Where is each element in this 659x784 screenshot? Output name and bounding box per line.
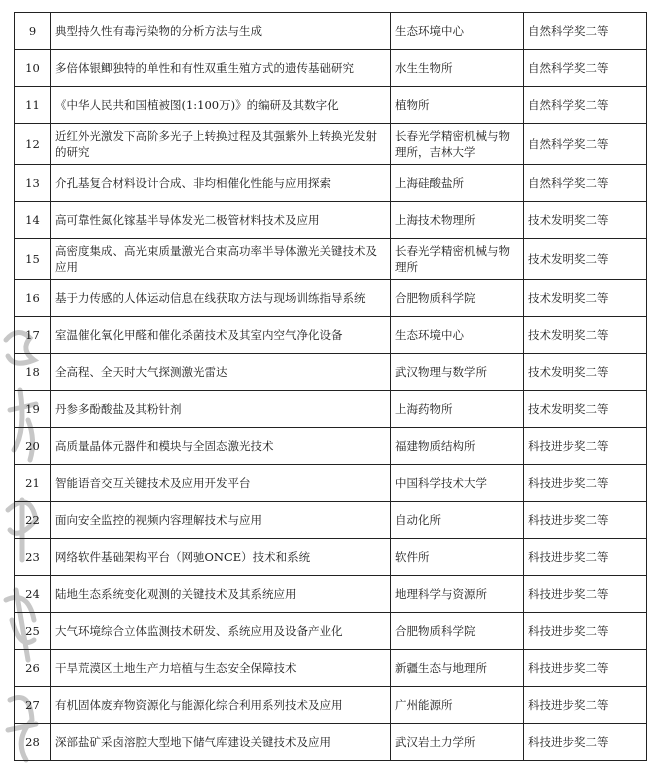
institution: 广州能源所 <box>391 687 524 724</box>
row-number: 28 <box>15 724 51 761</box>
project-title: 深部盐矿采卤溶腔大型地下储气库建设关键技术及应用 <box>51 724 391 761</box>
table-row <box>15 124 647 165</box>
institution: 生态环境中心 <box>391 317 524 354</box>
award-level: 科技进步奖二等 <box>524 576 647 613</box>
institution: 植物所 <box>391 87 524 124</box>
award-level: 自然科学奖二等 <box>524 13 647 50</box>
institution: 水生生物所 <box>391 50 524 87</box>
awards-table-body <box>15 13 647 761</box>
table-row <box>15 613 647 650</box>
project-title: 网络软件基础架构平台（网驰ONCE）技术和系统 <box>51 539 391 576</box>
table-row <box>15 428 647 465</box>
table-row <box>15 687 647 724</box>
award-level: 技术发明奖二等 <box>524 239 647 280</box>
row-number: 14 <box>15 202 51 239</box>
award-level: 科技进步奖二等 <box>524 687 647 724</box>
table-row <box>15 50 647 87</box>
project-title: 多倍体银鲫独特的单性和有性双重生殖方式的遗传基础研究 <box>51 50 391 87</box>
project-title: 介孔基复合材料设计合成、非均相催化性能与应用探索 <box>51 165 391 202</box>
award-level: 技术发明奖二等 <box>524 391 647 428</box>
table-row <box>15 502 647 539</box>
project-title: 陆地生态系统变化观测的关键技术及其系统应用 <box>51 576 391 613</box>
award-level: 科技进步奖二等 <box>524 465 647 502</box>
row-number: 12 <box>15 124 51 165</box>
award-level: 科技进步奖二等 <box>524 650 647 687</box>
institution: 自动化所 <box>391 502 524 539</box>
row-number: 15 <box>15 239 51 280</box>
project-title: 室温催化氧化甲醛和催化杀菌技术及其室内空气净化设备 <box>51 317 391 354</box>
row-number: 18 <box>15 354 51 391</box>
row-number: 13 <box>15 165 51 202</box>
table-row <box>15 465 647 502</box>
award-level: 自然科学奖二等 <box>524 124 647 165</box>
institution: 合肥物质科学院 <box>391 280 524 317</box>
project-title: 典型持久性有毒污染物的分析方法与生成 <box>51 13 391 50</box>
row-number: 16 <box>15 280 51 317</box>
project-title: 高可靠性氮化镓基半导体发光二极管材料技术及应用 <box>51 202 391 239</box>
table-row <box>15 576 647 613</box>
institution: 上海药物所 <box>391 391 524 428</box>
row-number: 11 <box>15 87 51 124</box>
row-number: 24 <box>15 576 51 613</box>
award-level: 技术发明奖二等 <box>524 280 647 317</box>
award-level: 技术发明奖二等 <box>524 317 647 354</box>
project-title: 基于力传感的人体运动信息在线获取方法与现场训练指导系统 <box>51 280 391 317</box>
institution: 福建物质结构所 <box>391 428 524 465</box>
table-row <box>15 202 647 239</box>
award-level: 科技进步奖二等 <box>524 502 647 539</box>
award-level: 科技进步奖二等 <box>524 539 647 576</box>
institution: 武汉岩土力学所 <box>391 724 524 761</box>
row-number: 9 <box>15 13 51 50</box>
award-level: 自然科学奖二等 <box>524 87 647 124</box>
table-row <box>15 391 647 428</box>
table-row <box>15 280 647 317</box>
institution: 合肥物质科学院 <box>391 613 524 650</box>
row-number: 22 <box>15 502 51 539</box>
institution: 软件所 <box>391 539 524 576</box>
award-level: 科技进步奖二等 <box>524 428 647 465</box>
award-level: 技术发明奖二等 <box>524 354 647 391</box>
project-title: 有机固体废弃物资源化与能源化综合利用系列技术及应用 <box>51 687 391 724</box>
award-level: 科技进步奖二等 <box>524 724 647 761</box>
row-number: 20 <box>15 428 51 465</box>
table-row <box>15 239 647 280</box>
project-title: 高质量晶体元器件和模块与全固态激光技术 <box>51 428 391 465</box>
table-row <box>15 539 647 576</box>
table-row <box>15 317 647 354</box>
award-level: 技术发明奖二等 <box>524 202 647 239</box>
award-level: 自然科学奖二等 <box>524 165 647 202</box>
project-title: 大气环境综合立体监测技术研发、系统应用及设备产业化 <box>51 613 391 650</box>
institution: 地理科学与资源所 <box>391 576 524 613</box>
project-title: 《中华人民共和国植被图(1:100万)》的编研及其数字化 <box>51 87 391 124</box>
row-number: 19 <box>15 391 51 428</box>
project-title: 干旱荒漠区土地生产力培植与生态安全保障技术 <box>51 650 391 687</box>
row-number: 17 <box>15 317 51 354</box>
institution: 中国科学技术大学 <box>391 465 524 502</box>
project-title: 面向安全监控的视频内容理解技术与应用 <box>51 502 391 539</box>
project-title: 丹参多酚酸盐及其粉针剂 <box>51 391 391 428</box>
row-number: 26 <box>15 650 51 687</box>
row-number: 25 <box>15 613 51 650</box>
awards-table <box>14 12 647 761</box>
table-row <box>15 724 647 761</box>
project-title: 近红外光激发下高阶多光子上转换过程及其强紫外上转换光发射的研究 <box>51 124 391 165</box>
table-row <box>15 13 647 50</box>
row-number: 21 <box>15 465 51 502</box>
institution: 生态环境中心 <box>391 13 524 50</box>
institution: 长春光学精密机械与物理所，吉林大学 <box>391 124 524 165</box>
table-row <box>15 165 647 202</box>
project-title: 高密度集成、高光束质量激光合束高功率半导体激光关键技术及应用 <box>51 239 391 280</box>
row-number: 10 <box>15 50 51 87</box>
institution: 新疆生态与地理所 <box>391 650 524 687</box>
award-level: 科技进步奖二等 <box>524 613 647 650</box>
institution: 武汉物理与数学所 <box>391 354 524 391</box>
row-number: 23 <box>15 539 51 576</box>
project-title: 智能语音交互关键技术及应用开发平台 <box>51 465 391 502</box>
project-title: 全高程、全天时大气探测激光雷达 <box>51 354 391 391</box>
table-row <box>15 87 647 124</box>
institution: 上海硅酸盐所 <box>391 165 524 202</box>
table-row <box>15 354 647 391</box>
award-level: 自然科学奖二等 <box>524 50 647 87</box>
row-number: 27 <box>15 687 51 724</box>
institution: 上海技术物理所 <box>391 202 524 239</box>
institution: 长春光学精密机械与物理所 <box>391 239 524 280</box>
table-row <box>15 650 647 687</box>
